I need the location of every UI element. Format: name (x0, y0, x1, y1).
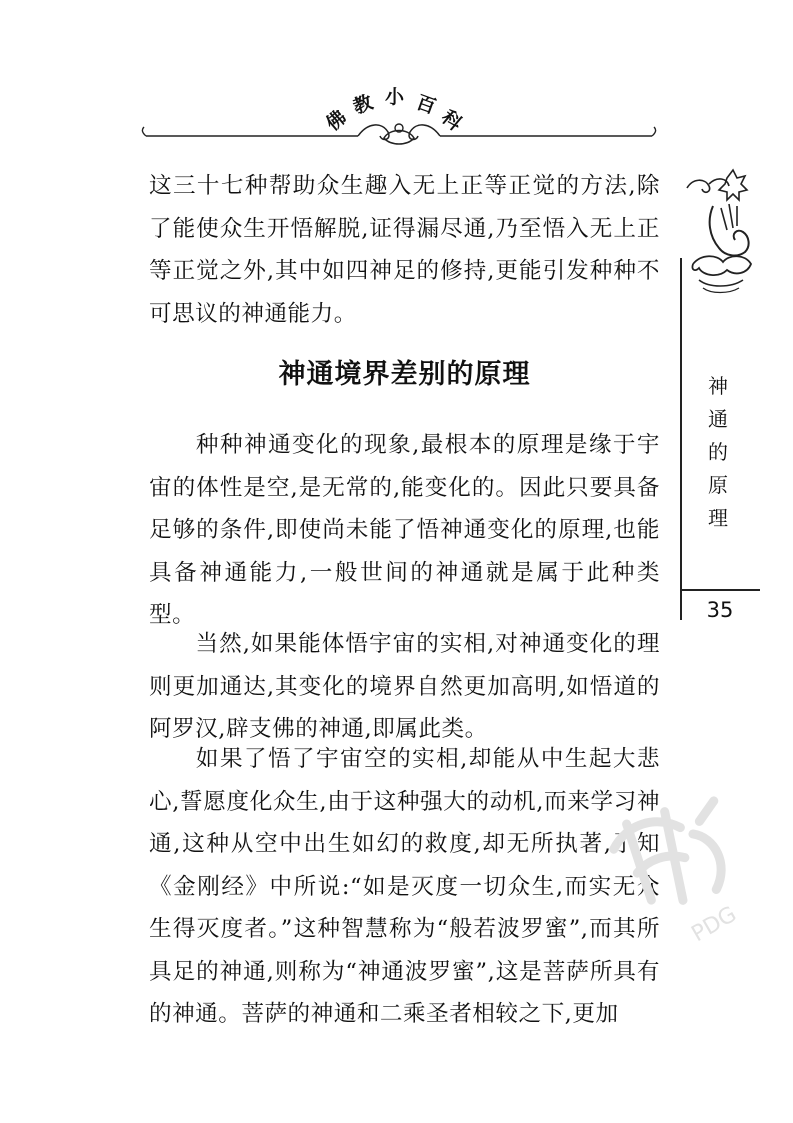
header-char-4: 百 (413, 91, 439, 119)
section-heading: 神通境界差别的原理 (278, 359, 531, 390)
vajra-hand-ornament-icon (683, 168, 758, 303)
paragraph-3-text: 当然,如果能体悟宇宙的实相,对神通变化的理则更加通达,其变化的境界自然更加高明,如悟道的阿罗汉,辟支佛的神通,即属此类。 (149, 631, 660, 742)
chapter-char: 通 (708, 407, 728, 431)
margin-horizontal-rule (680, 589, 760, 591)
paragraph-3 (149, 623, 660, 751)
header-char-5: 科 (437, 106, 466, 136)
header-char-3: 小 (385, 86, 405, 108)
paragraph-4-text: 如果了悟了宇宙空的实相,却能从中生起大悲心,誓愿度化众生,由于这种强大的动机,而来学习神通,这种从空中出生如幻的救度,却无所执著,了知《金刚经》中所说:“如是灭度一切众生,而实无众生得灭度者。”这种智慧称为“般若波罗蜜”,而其所具足的神通,则称为“神通波罗蜜”,这是菩萨所具有的神通。菩萨的神通和二乘圣者相较之下,更加 (149, 746, 660, 1027)
paragraph-2 (149, 424, 660, 637)
header-ornament-rule (138, 116, 660, 148)
header-char-1: 佛 (322, 106, 351, 136)
chapter-char: 神 (708, 374, 728, 398)
chapter-side-title (701, 370, 735, 535)
chapter-char: 理 (708, 506, 728, 530)
page-number: 35 (706, 598, 734, 622)
chapter-char: 原 (708, 473, 728, 497)
paragraph-4 (149, 738, 660, 1036)
paragraph-1-text: 这三十七种帮助众生趣入无上正等正觉的方法,除了能使众生开悟解脱,证得漏尽通,乃至悟入无上正等正觉之外,其中如四神足的修持,更能引发种种不可思议的神通能力。 (149, 173, 660, 327)
header-char-2: 教 (350, 91, 376, 119)
margin-vertical-rule (680, 258, 682, 620)
paragraph-2-text: 种种神通变化的现象,最根本的原理是缘于宇宙的体性是空,是无常的,能变化的。因此只要具备足够的条件,即使尚未能了悟神通变化的原理,也能具备神通能力,一般世间的神通就是属于此种类型。 (149, 432, 660, 628)
watermark-stamp (585, 770, 775, 980)
chapter-char: 的 (708, 440, 728, 464)
watermark-text: PDG (687, 901, 741, 948)
paragraph-1 (149, 165, 660, 335)
